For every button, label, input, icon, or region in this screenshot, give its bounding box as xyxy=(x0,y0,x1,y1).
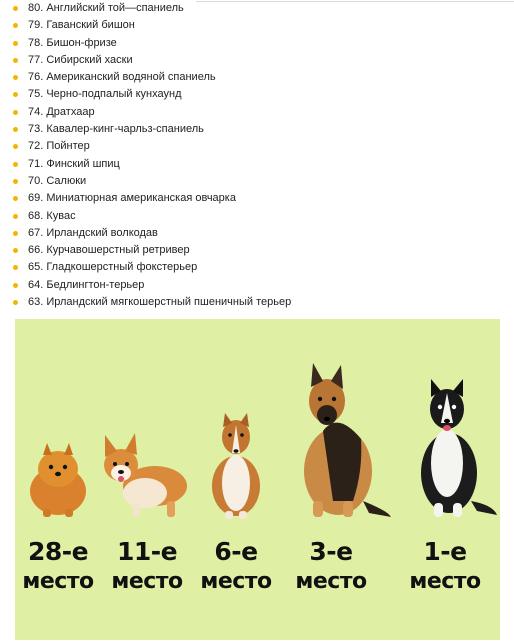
corgi-icon xyxy=(97,431,192,521)
list-item-text: 76. Американский водяной спаниель xyxy=(28,71,216,84)
list-item-text: 75. Черно-подпалый кунхаунд xyxy=(28,88,182,101)
list-item-text: 74. Дратхаар xyxy=(28,105,95,118)
bullet-icon xyxy=(13,41,18,46)
bullet-icon xyxy=(13,265,18,270)
bullet-icon xyxy=(13,127,18,132)
bullet-icon xyxy=(13,300,18,305)
list-item xyxy=(0,35,514,52)
place-label-3 xyxy=(283,537,379,597)
border-collie-icon xyxy=(401,375,497,520)
list-item-text: 64. Бедлингтон-терьер xyxy=(28,278,145,291)
bullet-icon xyxy=(13,58,18,63)
list-item xyxy=(0,0,514,17)
place-rank: 1-е xyxy=(423,537,467,566)
list-item xyxy=(0,208,514,225)
list-item xyxy=(0,138,514,155)
list-item-text: 66. Курчавошерстный ретривер xyxy=(28,244,190,257)
list-item-text: 78. Бишон-фризе xyxy=(28,36,117,49)
list-item xyxy=(0,242,514,259)
list-item xyxy=(0,52,514,69)
sheltie-icon xyxy=(201,411,271,521)
place-label-11 xyxy=(99,537,195,597)
list-item xyxy=(0,121,514,138)
list-item-text: 68. Кувас xyxy=(28,209,76,222)
place-rank: 6-е xyxy=(214,537,258,566)
place-word: место xyxy=(22,569,94,594)
bullet-icon xyxy=(13,162,18,167)
bullet-icon xyxy=(13,92,18,97)
list-item xyxy=(0,173,514,190)
list-item-text: 72. Пойнтер xyxy=(28,140,90,153)
breed-list xyxy=(0,0,514,311)
place-word: место xyxy=(409,569,481,594)
bullet-icon xyxy=(13,196,18,201)
place-label-1 xyxy=(397,537,493,597)
list-item xyxy=(0,277,514,294)
list-item-text: 80. Английский той—спаниель xyxy=(28,2,184,14)
list-item-text: 65. Гладкошерстный фокстерьер xyxy=(28,261,198,274)
list-item xyxy=(0,225,514,242)
list-item-text: 79. Гаванский бишон xyxy=(28,19,135,32)
bullet-icon xyxy=(13,144,18,149)
bullet-icon xyxy=(13,179,18,184)
list-item xyxy=(0,259,514,276)
pomeranian-icon xyxy=(23,439,93,519)
list-item-text: 67. Ирландский волкодав xyxy=(28,226,158,239)
list-item-text: 77. Сибирский хаски xyxy=(28,53,133,66)
bullet-icon xyxy=(13,110,18,115)
list-item xyxy=(0,86,514,103)
place-word: место xyxy=(200,569,272,594)
ranking-banner xyxy=(15,319,500,640)
list-item xyxy=(0,104,514,121)
bullet-icon xyxy=(13,283,18,288)
bullet-icon xyxy=(13,23,18,28)
bullet-icon xyxy=(13,214,18,219)
bullet-icon xyxy=(13,75,18,80)
list-item-text: 71. Финский шпиц xyxy=(28,157,120,170)
place-rank: 28-е xyxy=(27,537,89,566)
list-item xyxy=(0,156,514,173)
list-item xyxy=(0,17,514,34)
place-label-28 xyxy=(15,537,106,597)
bullet-icon xyxy=(13,248,18,253)
list-item-text: 70. Салюки xyxy=(28,174,87,187)
bullet-icon xyxy=(13,6,18,11)
german-shepherd-icon xyxy=(283,361,393,521)
bullet-icon xyxy=(13,231,18,236)
list-item-text: 73. Кавалер-кинг-чарльз-спаниель xyxy=(28,123,204,136)
list-item xyxy=(0,69,514,86)
list-item-text: 63. Ирландский мягкошерстный пшеничный терьер xyxy=(28,296,292,309)
place-label-6 xyxy=(188,537,284,597)
place-word: место xyxy=(295,569,367,594)
list-item-text: 69. Миниатюрная американская овчарка xyxy=(28,192,236,205)
list-item xyxy=(0,190,514,207)
place-rank: 11-е xyxy=(116,537,178,566)
place-word: место xyxy=(111,569,183,594)
place-rank: 3-е xyxy=(309,537,353,566)
list-item xyxy=(0,294,514,311)
